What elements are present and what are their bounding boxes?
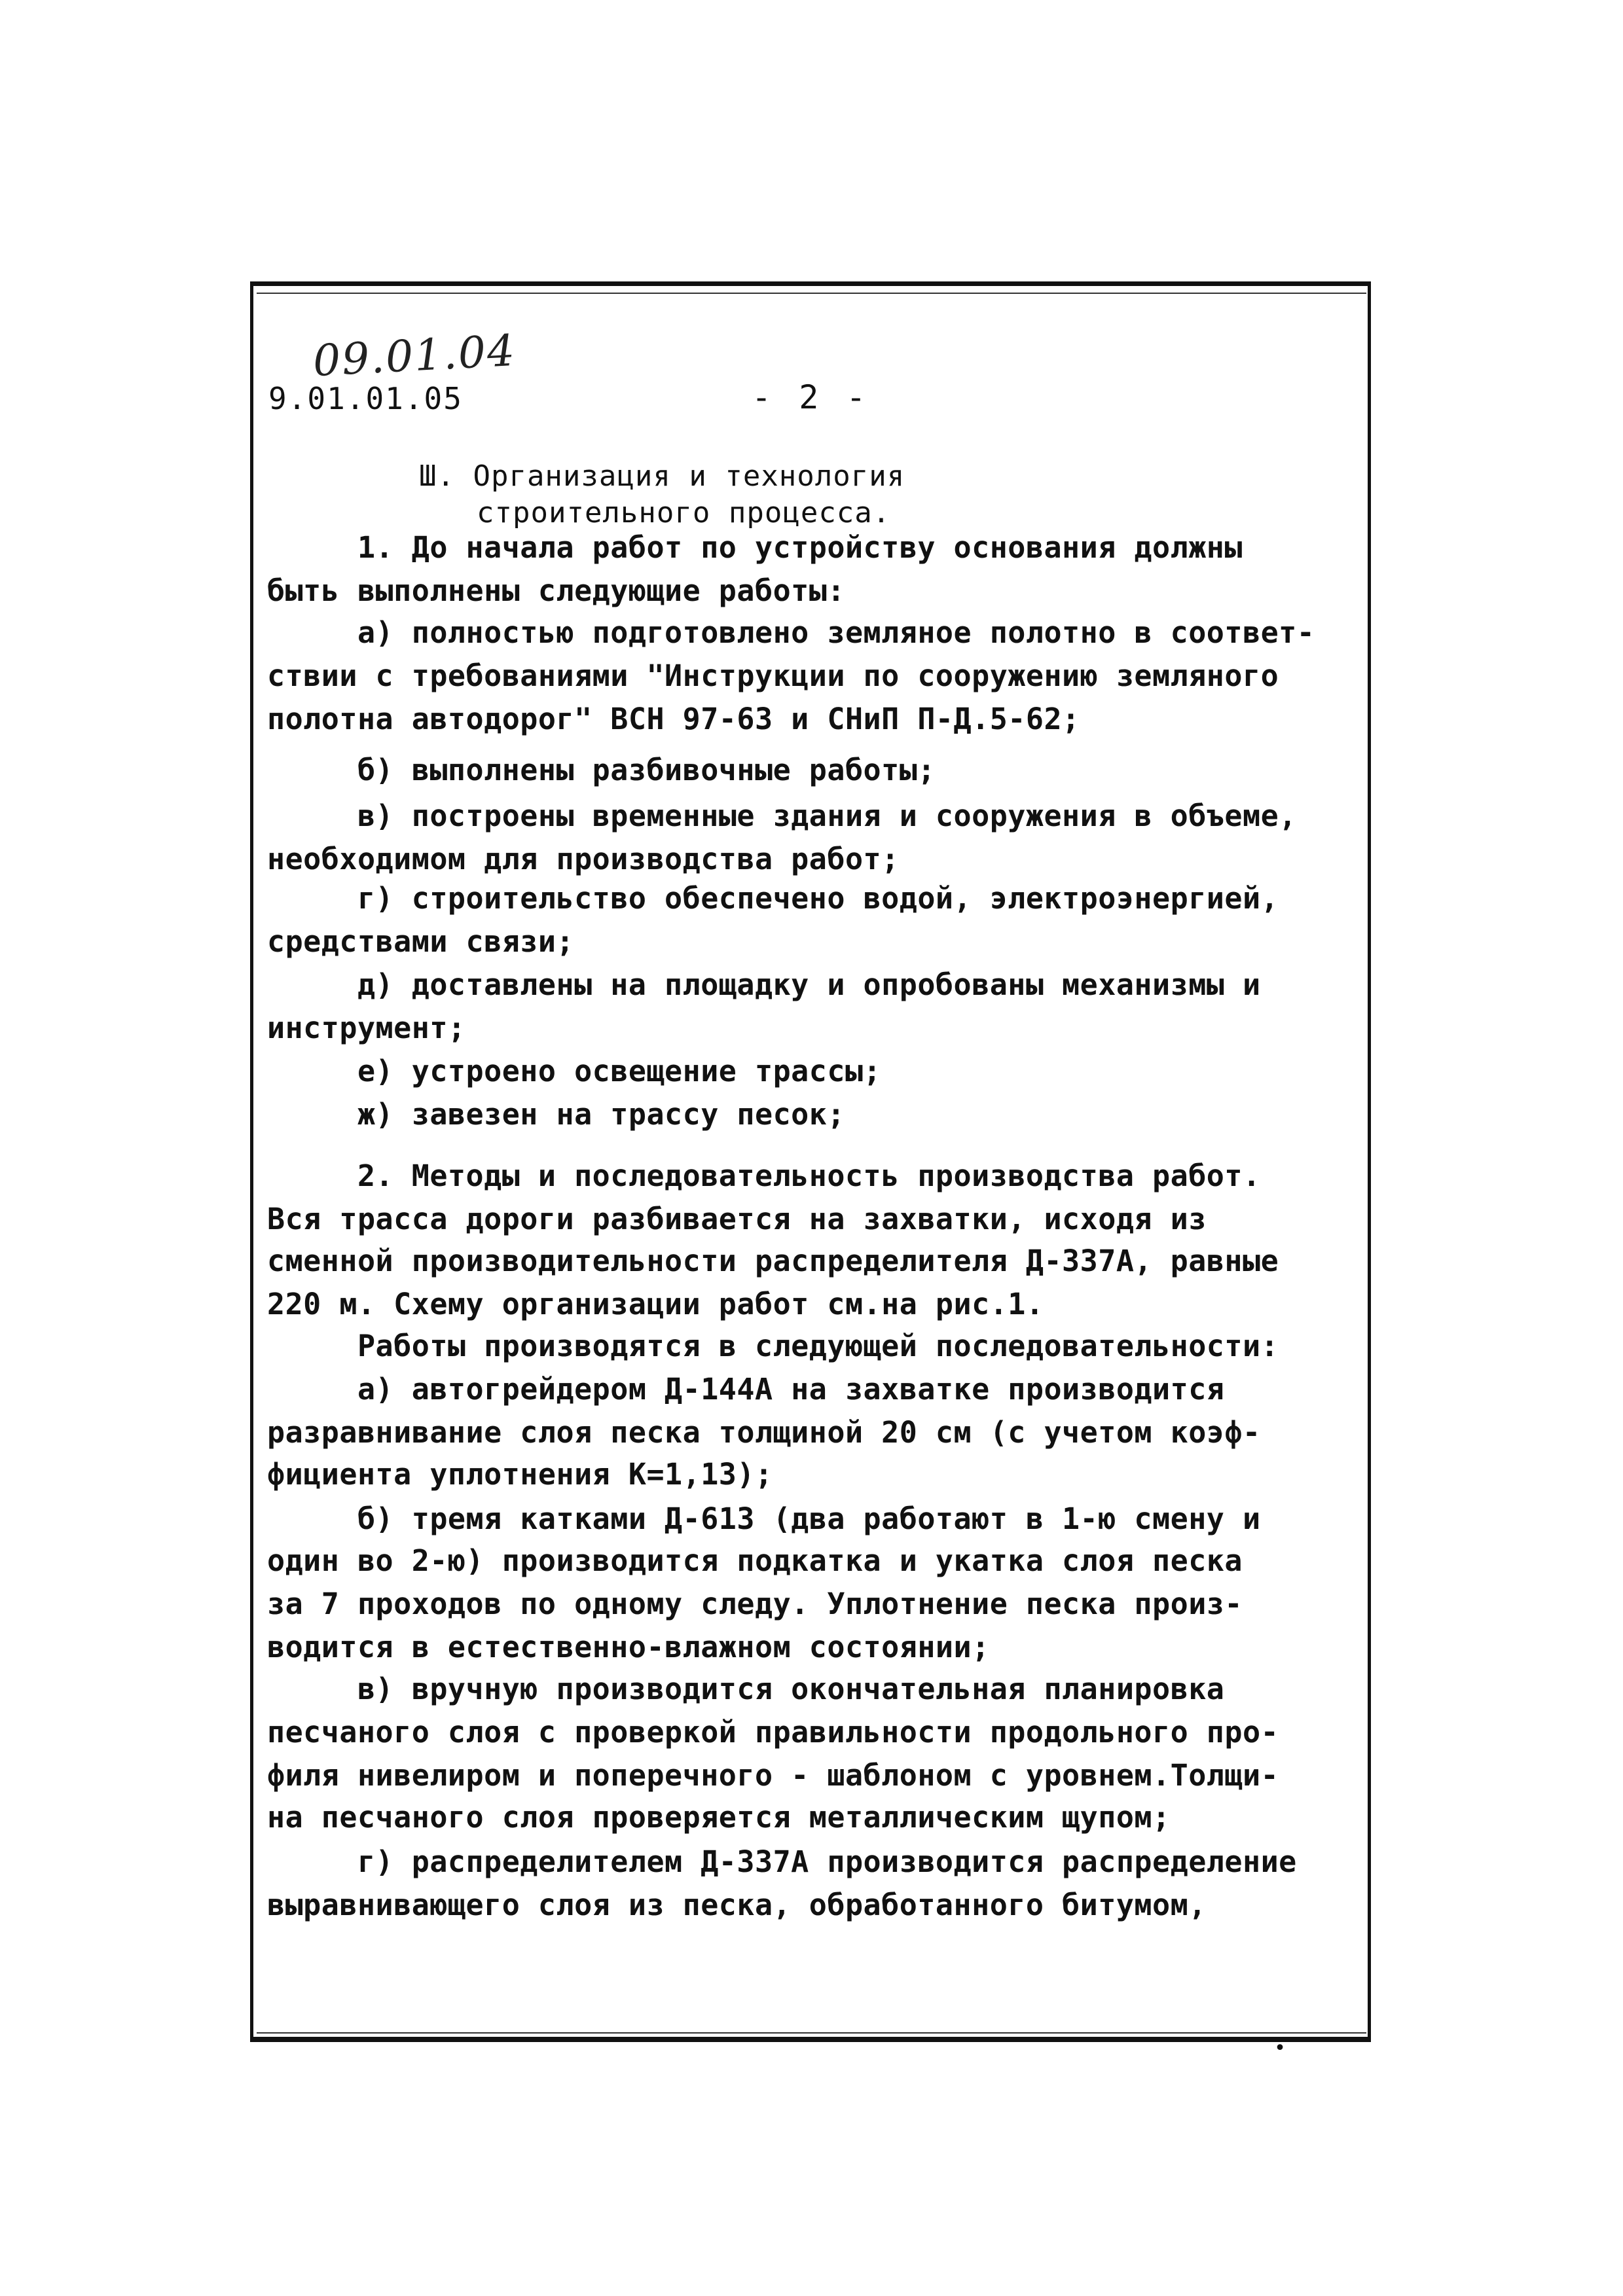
text-line: сменной производительности распределителя Д-337А, равные [267, 1244, 1279, 1278]
text-line: водится в естественно-влажном состоянии; [267, 1630, 990, 1664]
page-number: - 2 - [752, 378, 870, 416]
text-line: Работы производятся в следующей последовательности: [267, 1329, 1279, 1363]
text-line: г) распределителем Д-337А производится распределение [267, 1844, 1297, 1879]
text-line: е) устроено освещение трассы; [267, 1054, 882, 1088]
text-line: быть выполнены следующие работы: [267, 573, 845, 608]
text-line: ж) завезен на трассу песок; [267, 1097, 845, 1132]
border-inner-bottom-line [257, 2032, 1366, 2034]
text-line: 220 м. Схему организации работ см.на рис.1. [267, 1287, 1044, 1321]
text-line: полотна автодорог" ВСН 97-63 и СНиП П-Д.5-62; [267, 702, 1080, 736]
corner-mark: • [1274, 2037, 1286, 2060]
handwritten-code: 09.01.04 [312, 325, 517, 387]
text-line: в) вручную производится окончательная планировка [267, 1672, 1225, 1706]
text-line: г) строительство обеспечено водой, электроэнергией, [267, 881, 1279, 916]
text-line: один во 2-ю) производится подкатка и укатка слоя песка [267, 1543, 1243, 1578]
text-line: на песчаного слоя проверяется металлическим щупом; [267, 1800, 1171, 1835]
text-line: разравнивание слоя песка толщиной 20 см (с учетом коэф- [267, 1415, 1261, 1450]
border-inner-top-line [257, 293, 1366, 294]
text-line: б) выполнены разбивочные работы; [267, 753, 936, 787]
text-line: ствии с требованиями "Инструкции по сооружению земляного [267, 658, 1279, 693]
text-line: выравнивающего слоя из песка, обработанного битумом, [267, 1888, 1207, 1922]
text-line: за 7 проходов по одному следу. Уплотнение песка произ- [267, 1587, 1243, 1621]
text-line: в) построены временные здания и сооружения в объеме, [267, 798, 1297, 833]
section-title [419, 458, 905, 531]
text-line: а) полностью подготовлено земляное полотно в соответ- [267, 615, 1315, 650]
text-line: б) тремя катками Д-613 (два работают в 1-ю смену и [267, 1501, 1261, 1536]
text-line: инструмент; [267, 1011, 466, 1045]
text-line: Вся трасса дороги разбивается на захватки, исходя из [267, 1202, 1207, 1236]
text-line: необходимом для производства работ; [267, 842, 900, 876]
section-title-line-2: строительного процесса. [477, 496, 891, 529]
text-line: филя нивелиром и поперечного - шаблоном с уровнем.Толщи- [267, 1758, 1279, 1793]
text-line: средствами связи; [267, 924, 575, 959]
text-line: фициента уплотнения К=1,13); [267, 1457, 773, 1492]
text-line: д) доставлены на площадку и опробованы механизмы и [267, 967, 1261, 1002]
text-line: 1. До начала работ по устройству основания должны [267, 530, 1243, 565]
text-line: а) автогрейдером Д-144А на захватке производится [267, 1372, 1225, 1407]
text-line: 2. Методы и последовательность производства работ. [267, 1158, 1261, 1193]
section-title-line-1: Ш. Организация и технология [419, 459, 905, 493]
text-line: песчаного слоя с проверкой правильности продольного про- [267, 1715, 1279, 1749]
document-code: 9.01.01.05 [268, 381, 463, 416]
